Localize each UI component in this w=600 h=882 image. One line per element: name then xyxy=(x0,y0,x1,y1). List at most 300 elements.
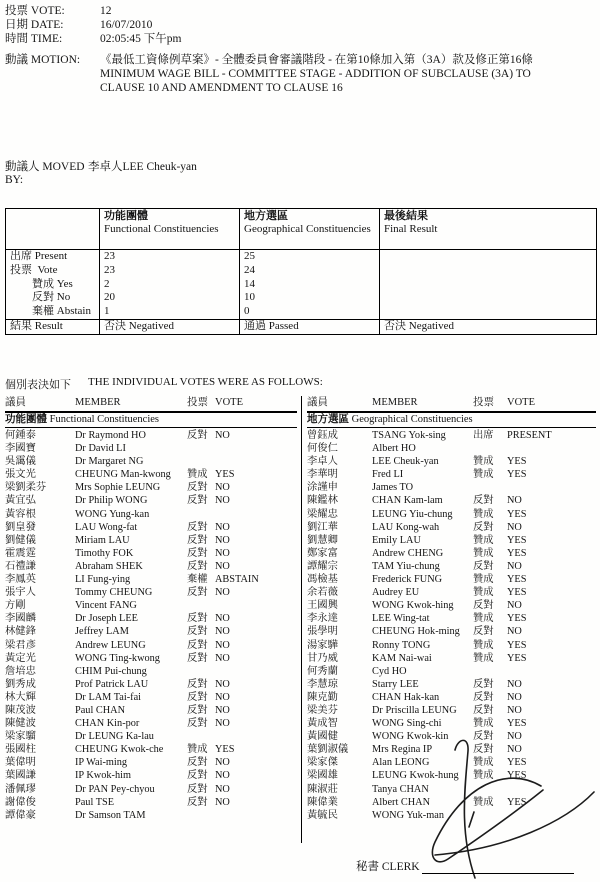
member-vote-zh: 棄權 xyxy=(187,574,208,586)
member-row xyxy=(5,494,297,507)
functional-group-en: Functional Constituencies xyxy=(49,414,159,425)
member-name-en: Dr Margaret NG xyxy=(75,456,144,468)
member-name-en: CHEUNG Man-kwong xyxy=(75,469,171,481)
member-row xyxy=(307,730,596,743)
member-name-zh: 黃成智 xyxy=(307,718,338,730)
member-row xyxy=(307,783,596,796)
member-name-zh: 葉國謙 xyxy=(5,770,36,782)
member-name-en: WONG Yuk-man xyxy=(372,809,444,821)
member-row xyxy=(5,534,297,547)
member-name-en: Andrew LEUNG xyxy=(75,639,146,651)
member-name-en: Paul CHAN xyxy=(75,704,126,716)
member-row xyxy=(5,468,297,481)
summary-row-label: 贊成 Yes xyxy=(10,277,73,290)
document-header xyxy=(5,4,590,95)
clerk-label: 秘書 CLERK xyxy=(356,861,420,873)
member-name-zh: 陳淑莊 xyxy=(307,783,338,795)
member-name-en: TSANG Yok-sing xyxy=(372,430,446,441)
member-name-en: IP Wai-ming xyxy=(75,757,128,769)
member-name-en: WONG Kwok-kin xyxy=(372,731,449,743)
motion-line: 《最低工資條例草案》- 全體委員會審議階段 - 在第10條加入第（3A）款及修正第16條 xyxy=(100,54,533,66)
summary-final-value xyxy=(379,305,596,319)
member-vote-en xyxy=(507,809,596,822)
member-row xyxy=(307,534,596,547)
summary-row xyxy=(6,291,596,305)
member-name-en: KAM Nai-wai xyxy=(372,652,432,664)
member-name-zh: 何俊仁 xyxy=(307,443,338,455)
member-name-zh: 梁耀忠 xyxy=(307,508,338,520)
summary-row xyxy=(6,264,596,278)
member-vote-en: NO xyxy=(215,430,230,441)
member-row xyxy=(5,783,297,796)
member-name-zh: 陳茂波 xyxy=(5,704,36,716)
member-name-en: Audrey EU xyxy=(372,587,420,599)
member-name-en: CHIM Pui-chung xyxy=(75,665,147,677)
member-vote-en xyxy=(215,665,297,678)
member-vote-en: YES xyxy=(215,469,235,481)
member-name-en: CHEUNG Kwok-che xyxy=(75,744,164,756)
member-vote-zh: 贊成 xyxy=(473,652,494,664)
member-name-en: Abraham SHEK xyxy=(75,560,143,572)
member-row xyxy=(307,429,596,442)
member-name-zh: 譚偉豪 xyxy=(5,809,36,821)
functional-group-zh: 功能團體 xyxy=(5,414,47,425)
member-vote-en: NO xyxy=(507,495,522,507)
member-vote-zh: 反對 xyxy=(187,613,208,625)
summary-header-blank xyxy=(6,209,99,249)
member-vote-zh: 贊成 xyxy=(473,547,494,559)
member-row xyxy=(307,468,596,481)
member-name-en: James TO xyxy=(372,482,414,494)
member-name-zh: 林健鋒 xyxy=(5,626,36,638)
individual-votes-intro xyxy=(5,376,323,392)
member-header-zh: 議員 xyxy=(307,397,328,408)
member-vote-en xyxy=(215,455,297,468)
member-row xyxy=(5,455,297,468)
vote-header-zh: 投票 xyxy=(187,397,208,408)
member-vote-zh xyxy=(473,809,507,822)
member-name-zh: 馮檢基 xyxy=(307,574,338,586)
member-name-zh: 梁劉柔芬 xyxy=(5,482,47,494)
member-vote-zh: 贊成 xyxy=(473,534,494,546)
member-vote-zh: 反對 xyxy=(187,534,208,546)
member-vote-zh xyxy=(187,508,215,521)
member-vote-en: YES xyxy=(507,587,527,599)
member-row xyxy=(5,809,297,822)
member-row xyxy=(307,678,596,691)
member-table-header xyxy=(5,396,297,413)
member-vote-zh xyxy=(473,783,507,796)
member-vote-zh: 贊成 xyxy=(473,587,494,599)
member-row xyxy=(5,796,297,809)
member-name-zh: 湯家驊 xyxy=(307,639,338,651)
member-row xyxy=(307,573,596,586)
member-name-en: CHAN Kam-lam xyxy=(372,495,443,507)
member-table-header xyxy=(307,396,596,413)
member-name-en: Andrew CHENG xyxy=(372,547,444,559)
member-vote-en: YES xyxy=(507,613,527,625)
member-vote-zh: 贊成 xyxy=(473,796,494,808)
member-vote-en xyxy=(507,665,596,678)
summary-functional-value: 23 xyxy=(99,264,239,278)
member-name-en: Fred LI xyxy=(372,469,404,481)
time-value: 02:05:45 下午pm xyxy=(100,33,182,45)
member-name-en: Mrs Regina IP xyxy=(372,744,433,756)
member-vote-en xyxy=(507,442,596,455)
member-name-en: Vincent FANG xyxy=(75,600,137,612)
member-vote-en: PRESENT xyxy=(507,430,552,441)
member-name-en: Dr Samson TAM xyxy=(75,809,146,821)
member-name-en: Paul TSE xyxy=(75,796,115,808)
member-row xyxy=(5,586,297,599)
moved-by-label: 動議人 MOVED BY: xyxy=(5,161,85,186)
member-vote-en xyxy=(507,481,596,494)
member-name-en: CHAN Hak-kan xyxy=(372,691,440,703)
member-name-en: Albert CHAN xyxy=(372,796,431,808)
moved-by-value: 李卓人LEE Cheuk-yan xyxy=(88,161,197,173)
member-vote-zh: 反對 xyxy=(187,783,208,795)
member-vote-zh: 反對 xyxy=(473,600,494,612)
summary-header-row xyxy=(6,209,596,250)
member-name-en: LI Fung-ying xyxy=(75,574,131,586)
member-vote-zh: 反對 xyxy=(187,495,208,507)
member-name-zh: 林大輝 xyxy=(5,691,36,703)
member-name-zh: 李國麟 xyxy=(5,613,36,625)
vote-summary-table xyxy=(5,208,597,335)
member-name-zh: 陳鑑林 xyxy=(307,495,338,507)
vote-number-label: 投票 VOTE: xyxy=(5,5,65,17)
member-name-zh: 張國柱 xyxy=(5,744,36,756)
member-name-en: Dr Priscilla LEUNG xyxy=(372,704,457,716)
member-name-zh: 陳克勤 xyxy=(307,691,338,703)
member-vote-zh: 反對 xyxy=(473,626,494,638)
member-vote-en xyxy=(215,730,297,743)
member-name-zh: 潘佩璆 xyxy=(5,783,36,795)
member-row xyxy=(307,508,596,521)
member-vote-zh: 出席 xyxy=(473,430,494,441)
member-row xyxy=(5,547,297,560)
summary-header-geographical-zh: 地方選區 xyxy=(244,210,288,222)
summary-final-value xyxy=(379,250,596,264)
member-vote-en: YES xyxy=(507,508,527,520)
member-name-zh: 葉偉明 xyxy=(5,757,36,769)
geographical-group-en: Geographical Constituencies xyxy=(351,414,473,425)
member-vote-en: YES xyxy=(507,547,527,559)
member-vote-en: NO xyxy=(215,718,230,730)
member-vote-en: YES xyxy=(507,652,527,664)
member-row xyxy=(307,691,596,704)
member-name-en: WONG Sing-chi xyxy=(372,718,442,730)
summary-geographical-value: 25 xyxy=(239,250,379,264)
member-vote-zh: 贊成 xyxy=(473,613,494,625)
vote-header-en: VOTE xyxy=(215,397,243,408)
summary-row-label: 反對 No xyxy=(10,291,71,304)
member-name-en: Ronny TONG xyxy=(372,639,431,651)
member-row xyxy=(307,560,596,573)
member-vote-en: NO xyxy=(507,626,522,638)
member-vote-en xyxy=(215,599,297,612)
member-vote-zh: 贊成 xyxy=(473,508,494,520)
summary-final-value xyxy=(379,278,596,292)
member-row xyxy=(5,769,297,782)
member-vote-zh xyxy=(187,665,215,678)
member-name-zh: 劉秀成 xyxy=(5,678,36,690)
member-name-zh: 黃定光 xyxy=(5,652,36,664)
member-vote-en: YES xyxy=(507,770,527,782)
member-vote-zh xyxy=(187,442,215,455)
member-name-en: Prof Patrick LAU xyxy=(75,678,149,690)
member-name-zh: 何秀蘭 xyxy=(307,665,338,677)
member-name-en: CHEUNG Hok-ming xyxy=(372,626,460,638)
member-vote-zh: 贊成 xyxy=(473,718,494,730)
member-name-zh: 譚耀宗 xyxy=(307,560,338,572)
member-vote-en: NO xyxy=(507,560,522,572)
member-vote-en: NO xyxy=(215,652,230,664)
geographical-group-header xyxy=(307,413,596,428)
summary-row-label: 棄權 Abstain xyxy=(10,305,91,318)
time-label: 時間 TIME: xyxy=(5,33,63,45)
member-name-zh: 李卓人 xyxy=(307,456,338,468)
member-name-zh: 黃國健 xyxy=(307,731,338,743)
member-row xyxy=(307,665,596,678)
member-vote-zh: 反對 xyxy=(187,430,208,441)
motion-label: 動議 MOTION: xyxy=(5,54,81,66)
member-vote-en: NO xyxy=(215,521,230,533)
member-row xyxy=(307,769,596,782)
summary-row xyxy=(6,250,596,264)
member-header-en: MEMBER xyxy=(372,397,418,408)
vote-header-en: VOTE xyxy=(507,397,535,408)
member-row xyxy=(5,521,297,534)
member-name-en: Tanya CHAN xyxy=(372,783,429,795)
member-vote-en xyxy=(215,809,297,822)
member-row xyxy=(307,599,596,612)
member-name-zh: 張學明 xyxy=(307,626,338,638)
member-name-zh: 方剛 xyxy=(5,600,26,612)
member-name-en: LEE Cheuk-yan xyxy=(372,456,439,468)
member-vote-zh: 反對 xyxy=(187,718,208,730)
summary-functional-value: 2 xyxy=(99,278,239,292)
member-vote-en: NO xyxy=(507,600,522,612)
vote-number-row xyxy=(5,4,590,18)
member-name-en: Cyd HO xyxy=(372,665,407,677)
summary-final-value xyxy=(379,291,596,305)
individual-votes-intro-zh: 個別表決如下 xyxy=(5,379,71,391)
vote-header-zh: 投票 xyxy=(473,397,494,408)
member-vote-zh xyxy=(187,809,215,822)
summary-header-final-zh: 最後結果 xyxy=(384,210,428,222)
member-name-en: WONG Kwok-hing xyxy=(372,600,454,612)
summary-row-label: 投票 Vote xyxy=(10,263,58,276)
member-vote-en: NO xyxy=(215,691,230,703)
member-vote-zh: 反對 xyxy=(187,587,208,599)
member-name-zh: 曾鈺成 xyxy=(307,430,338,441)
member-name-en: Dr Philip WONG xyxy=(75,495,148,507)
member-vote-en: YES xyxy=(507,757,527,769)
member-row xyxy=(307,652,596,665)
member-name-en: WONG Ting-kwong xyxy=(75,652,160,664)
motion-text xyxy=(100,53,590,95)
member-row xyxy=(5,599,297,612)
member-row xyxy=(5,678,297,691)
member-row xyxy=(307,639,596,652)
member-vote-en: NO xyxy=(215,639,230,651)
member-vote-en: NO xyxy=(507,691,522,703)
member-vote-en: NO xyxy=(215,495,230,507)
member-row xyxy=(307,717,596,730)
summary-row xyxy=(6,319,596,334)
member-name-en: LAU Wong-fat xyxy=(75,521,138,533)
member-name-zh: 詹培忠 xyxy=(5,665,36,677)
geographical-votes-column xyxy=(307,396,596,822)
member-name-zh: 李鳳英 xyxy=(5,574,36,586)
summary-geographical-value: 0 xyxy=(239,305,379,319)
member-row xyxy=(307,625,596,638)
member-name-en: Albert HO xyxy=(372,443,416,455)
member-row xyxy=(5,717,297,730)
member-vote-en: NO xyxy=(215,482,230,494)
member-name-zh: 黃宜弘 xyxy=(5,495,36,507)
summary-header-functional xyxy=(99,209,239,249)
member-vote-en: YES xyxy=(507,469,527,481)
member-name-zh: 鄭家富 xyxy=(307,547,338,559)
member-name-en: Timothy FOK xyxy=(75,547,134,559)
member-name-zh: 石禮謙 xyxy=(5,560,36,572)
member-row xyxy=(307,586,596,599)
member-name-en: Mrs Sophie LEUNG xyxy=(75,482,161,494)
member-vote-zh: 贊成 xyxy=(473,757,494,769)
member-vote-en: NO xyxy=(507,521,522,533)
member-vote-zh: 反對 xyxy=(187,770,208,782)
member-vote-zh: 反對 xyxy=(473,691,494,703)
member-name-en: Dr LAM Tai-fai xyxy=(75,691,141,703)
member-vote-zh: 贊成 xyxy=(473,639,494,651)
individual-votes-intro-en: THE INDIVIDUAL VOTES WERE AS FOLLOWS: xyxy=(88,376,323,388)
member-name-en: Dr Raymond HO xyxy=(75,430,146,441)
member-vote-zh: 反對 xyxy=(187,652,208,664)
summary-functional-value: 20 xyxy=(99,291,239,305)
member-vote-en: NO xyxy=(215,783,230,795)
member-name-en: WONG Yung-kan xyxy=(75,508,150,520)
member-vote-zh: 反對 xyxy=(187,757,208,769)
member-vote-en: NO xyxy=(507,744,522,756)
member-row xyxy=(307,481,596,494)
member-vote-en: NO xyxy=(215,626,230,638)
time-row xyxy=(5,32,590,46)
member-vote-zh: 贊成 xyxy=(473,574,494,586)
member-vote-en: YES xyxy=(507,574,527,586)
member-header-zh: 議員 xyxy=(5,397,26,408)
member-vote-en: ABSTAIN xyxy=(215,574,259,586)
summary-body xyxy=(6,250,596,334)
member-row xyxy=(5,704,297,717)
member-name-zh: 梁君彥 xyxy=(5,639,36,651)
member-name-en: CHAN Kin-por xyxy=(75,718,140,730)
geographical-member-rows xyxy=(307,429,596,822)
summary-header-functional-en: Functional Constituencies xyxy=(104,223,219,235)
member-name-zh: 劉慧卿 xyxy=(307,534,338,546)
member-name-zh: 陳健波 xyxy=(5,718,36,730)
clerk-signature-line xyxy=(422,860,574,874)
member-name-en: Dr PAN Pey-chyou xyxy=(75,783,155,795)
member-row xyxy=(5,652,297,665)
member-name-en: LEUNG Kwok-hung xyxy=(372,770,459,782)
summary-row xyxy=(6,278,596,292)
date-row xyxy=(5,18,590,32)
member-name-en: Jeffrey LAM xyxy=(75,626,129,638)
member-name-en: Emily LAU xyxy=(372,534,421,546)
member-vote-en: YES xyxy=(507,534,527,546)
member-name-en: TAM Yiu-chung xyxy=(372,560,440,572)
member-row xyxy=(5,612,297,625)
member-vote-en: NO xyxy=(215,547,230,559)
member-vote-zh: 反對 xyxy=(473,495,494,507)
member-vote-en: NO xyxy=(215,678,230,690)
member-vote-zh: 反對 xyxy=(187,691,208,703)
member-row xyxy=(307,796,596,809)
member-vote-en: NO xyxy=(507,704,522,716)
summary-row-label: 出席 Present xyxy=(10,250,68,262)
member-name-en: LAU Kong-wah xyxy=(372,521,440,533)
member-name-zh: 梁家騮 xyxy=(5,731,36,743)
member-vote-en: NO xyxy=(215,770,230,782)
member-name-en: Miriam LAU xyxy=(75,534,130,546)
member-vote-zh: 反對 xyxy=(187,482,208,494)
member-vote-zh: 反對 xyxy=(473,521,494,533)
member-vote-zh xyxy=(187,599,215,612)
member-name-zh: 葉劉淑儀 xyxy=(307,744,349,756)
moved-by-row xyxy=(5,158,197,186)
member-vote-zh: 反對 xyxy=(473,731,494,743)
member-vote-zh xyxy=(473,665,507,678)
member-row xyxy=(307,547,596,560)
member-vote-en xyxy=(215,442,297,455)
date-value: 16/07/2010 xyxy=(100,19,153,31)
member-name-zh: 吳靄儀 xyxy=(5,456,36,468)
column-divider-line xyxy=(301,396,302,843)
member-name-zh: 涂謹申 xyxy=(307,482,338,494)
clerk-signature-block xyxy=(356,858,574,874)
member-name-zh: 何鍾泰 xyxy=(5,430,36,441)
member-vote-en: NO xyxy=(215,796,230,808)
member-row xyxy=(5,508,297,521)
member-name-zh: 陳偉業 xyxy=(307,796,338,808)
date-label: 日期 DATE: xyxy=(5,19,64,31)
member-vote-zh: 反對 xyxy=(473,744,494,756)
member-vote-en: YES xyxy=(507,639,527,651)
member-vote-en: NO xyxy=(215,534,230,546)
member-name-zh: 霍震霆 xyxy=(5,547,36,559)
member-row xyxy=(5,442,297,455)
member-vote-en xyxy=(215,508,297,521)
member-vote-en: NO xyxy=(507,731,522,743)
member-vote-en xyxy=(507,783,596,796)
member-vote-en: NO xyxy=(215,613,230,625)
summary-header-functional-zh: 功能團體 xyxy=(104,210,148,222)
member-name-en: Dr Joseph LEE xyxy=(75,613,138,625)
member-name-zh: 李永達 xyxy=(307,613,338,625)
member-row xyxy=(5,730,297,743)
member-name-zh: 李國寶 xyxy=(5,443,36,455)
member-name-en: Alan LEONG xyxy=(372,757,430,769)
member-name-zh: 劉江華 xyxy=(307,521,338,533)
member-name-zh: 張文光 xyxy=(5,469,36,481)
member-name-en: Dr David LI xyxy=(75,443,126,455)
member-vote-zh xyxy=(473,442,507,455)
member-vote-zh: 反對 xyxy=(187,626,208,638)
member-row xyxy=(5,691,297,704)
member-vote-zh: 反對 xyxy=(187,560,208,572)
